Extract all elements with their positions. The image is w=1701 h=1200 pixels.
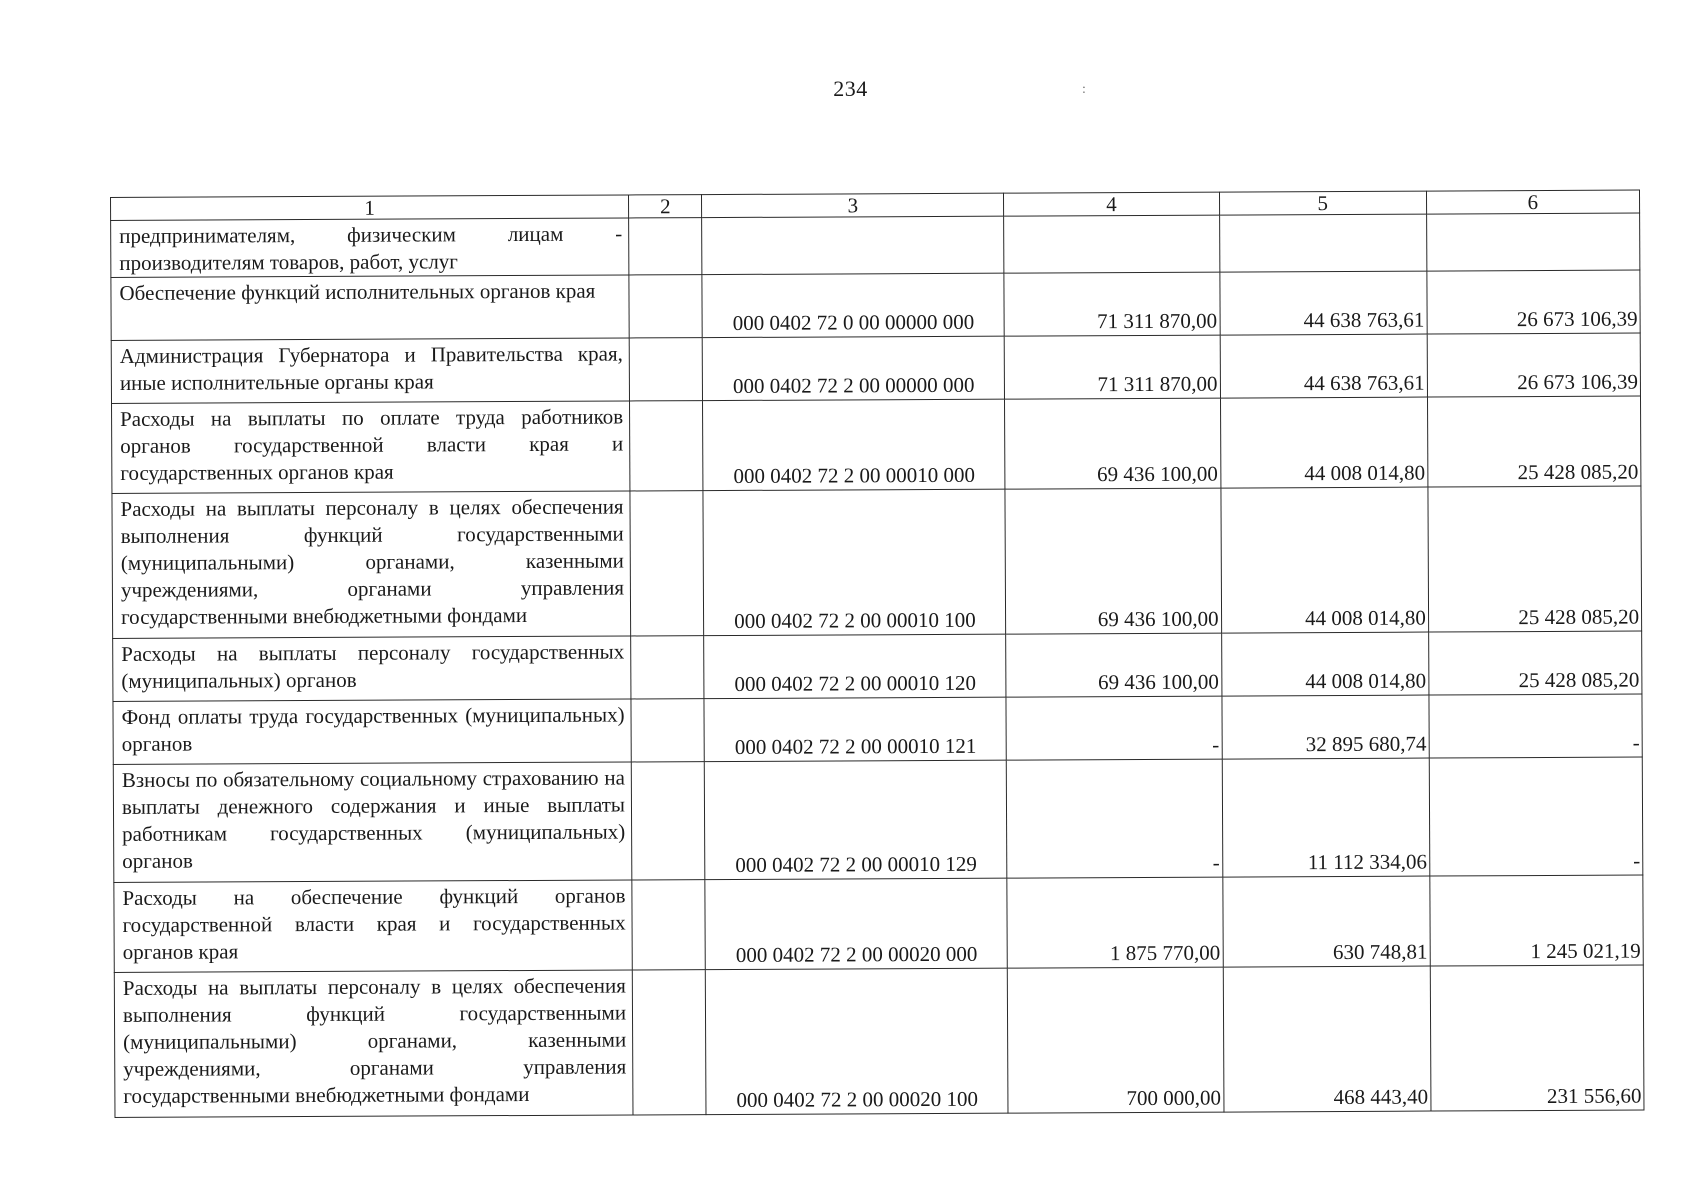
table-row — [111, 270, 1640, 340]
row-col2 — [631, 762, 705, 880]
header-col-3: 3 — [702, 193, 1004, 217]
budget-table — [110, 190, 1644, 1118]
row-name: Фонд оплаты труда государственных (муниципальных) органов — [113, 699, 631, 765]
row-unexecuted: 25 428 085,20 — [1428, 631, 1642, 695]
row-executed: 44 638 763,61 — [1219, 271, 1427, 335]
row-executed: 44 008 014,80 — [1220, 397, 1428, 488]
table-row — [114, 965, 1644, 1117]
row-unexecuted: 25 428 085,20 — [1428, 486, 1642, 632]
row-unexecuted — [1426, 213, 1640, 271]
row-executed: 44 008 014,80 — [1220, 487, 1428, 633]
row-approved: 71 311 870,00 — [1004, 272, 1220, 336]
row-name: Обеспечение функций исполнительных органов края — [111, 275, 629, 341]
row-code: 000 0402 72 2 00 00010 000 — [703, 399, 1005, 490]
table-row — [113, 694, 1642, 764]
row-approved — [1004, 215, 1220, 273]
row-name: Расходы на обеспечение функций органов государственной власти края и государственных органов края — [114, 880, 632, 973]
table-row — [111, 213, 1640, 277]
row-code — [702, 216, 1004, 274]
row-executed: 630 748,81 — [1222, 876, 1430, 967]
row-unexecuted: 1 245 021,19 — [1430, 875, 1644, 966]
row-name: Расходы на выплаты персоналу государственных (муниципальных) органов — [113, 636, 631, 702]
row-approved: 71 311 870,00 — [1004, 335, 1220, 399]
table-row — [111, 333, 1640, 403]
row-code: 000 0402 72 2 00 00020 100 — [706, 968, 1008, 1114]
row-code: 000 0402 72 2 00 00010 100 — [703, 489, 1005, 635]
row-approved: 69 436 100,00 — [1005, 488, 1221, 634]
header-col-4: 4 — [1004, 192, 1219, 216]
row-code: 000 0402 72 2 00 00010 129 — [705, 760, 1007, 879]
table-row — [112, 486, 1642, 638]
header-col-6: 6 — [1426, 190, 1639, 214]
page-number: 234 — [833, 76, 868, 101]
stray-mark: : — [1082, 82, 1086, 97]
row-code: 000 0402 72 2 00 00010 121 — [704, 697, 1006, 761]
table-row — [114, 875, 1643, 972]
row-approved: 700 000,00 — [1008, 967, 1224, 1113]
row-approved: - — [1006, 696, 1222, 760]
row-approved: 1 875 770,00 — [1007, 877, 1223, 968]
row-col2 — [629, 218, 703, 275]
row-col2 — [631, 636, 705, 699]
row-col2 — [630, 401, 704, 491]
row-name: Администрация Губернатора и Правительства края, иные исполнительные органы края — [111, 338, 629, 404]
row-executed: 44 008 014,80 — [1221, 632, 1429, 696]
header-col-2: 2 — [629, 195, 703, 218]
row-code: 000 0402 72 2 00 00000 000 — [703, 336, 1005, 400]
header-col-1: 1 — [111, 195, 629, 221]
row-unexecuted: 26 673 106,39 — [1427, 270, 1641, 334]
row-code: 000 0402 72 2 00 00020 000 — [705, 878, 1007, 969]
row-executed: 11 112 334,06 — [1222, 758, 1430, 877]
row-approved: - — [1006, 759, 1222, 878]
row-unexecuted: - — [1429, 694, 1643, 758]
row-name: Расходы на выплаты персоналу в целях обеспечения выполнения функций государственными (муниципальными) органами, казенными учреждениями, органами управления государственными внебюджетными фондами — [112, 491, 631, 639]
row-name: Расходы на выплаты по оплате труда работников органов государственной власти края и государственных органов края — [112, 401, 630, 494]
row-executed: 468 443,40 — [1223, 966, 1431, 1112]
row-approved: 69 436 100,00 — [1005, 398, 1221, 489]
row-approved: 69 436 100,00 — [1006, 633, 1222, 697]
row-name: предпринимателям, физическим лицам - производителям товаров, работ, услуг — [111, 218, 629, 278]
row-code: 000 0402 72 2 00 00010 120 — [704, 634, 1006, 698]
row-code: 000 0402 72 0 00 00000 000 — [702, 273, 1004, 337]
row-col2 — [631, 699, 705, 762]
row-executed: 32 895 680,74 — [1221, 695, 1429, 759]
row-col2 — [629, 275, 703, 338]
table-row — [112, 396, 1641, 493]
row-name: Взносы по обязательному социальному страхованию на выплаты денежного содержания и иные выплаты работникам государственных (муниципальных) органов — [113, 762, 632, 883]
row-unexecuted: 26 673 106,39 — [1427, 333, 1641, 397]
row-executed — [1219, 214, 1426, 272]
row-unexecuted: 25 428 085,20 — [1427, 396, 1641, 487]
table-row — [113, 631, 1642, 701]
row-col2 — [632, 880, 706, 970]
row-name: Расходы на выплаты персоналу в целях обеспечения выполнения функций государственными (муниципальными) органами, казенными учреждениями, органами управления государственными внебюджетными фондами — [114, 970, 633, 1118]
row-executed: 44 638 763,61 — [1220, 334, 1428, 398]
row-col2 — [632, 970, 706, 1115]
row-unexecuted: 231 556,60 — [1430, 965, 1644, 1111]
table-row — [113, 757, 1643, 882]
row-unexecuted: - — [1429, 757, 1643, 876]
row-col2 — [629, 338, 703, 401]
header-col-5: 5 — [1219, 191, 1426, 215]
row-col2 — [630, 491, 704, 636]
